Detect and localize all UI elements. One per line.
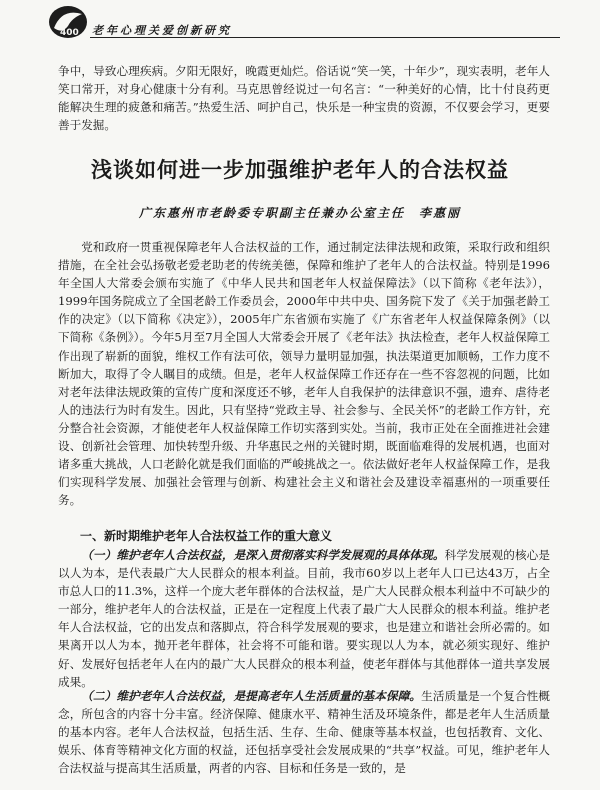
previous-article-tail: 争中，导致心理疾病。夕阳无限好，晚霞更灿烂。俗话说“笑一笑，十年少”，现实表明，老年人笑口常开，对身心健康十分有利。马克思曾经说过一句名言：“一种美好的心情，比十付良药更能解决生理的疲惫和痛苦。”热爱生活、呵护自己，快乐是一种宝贵的资源，不仅要会学习，更要善于发掘。 [58,64,550,133]
paragraph-1-body: 科学发展观的核心是以人为本，是代表最广大人民群众的根本利益。目前，我市60岁以上老年人口已达43万，占全市总人口的11.3%，这样一个庞大老年群体的合法权益，是广大人民群众根本利益中不可缺少的一部分，维护老年人的合法权益，正是在一定程度上代表了最广大人民群众的根本利益。维护老年人合法权益，它的出发点和落脚点，符合科学发展观的要求，也是建立和谐社会所必需的。如果离开以人为本，抛开老年群体，社会将不可能和谐。要实现以人为本，就必须实现好、维护好、发展好包括老年人在内的最广大人民群众的根本利益，使老年群体与其他群体一道共享发展成果。 [58,548,550,689]
section-paragraph-1 [58,546,550,691]
intro-paragraph: 党和政府一贯重视保障老年人合法权益的工作，通过制定法律法规和政策，采取行政和组织措施，在全社会弘扬敬老爱老助老的传统美德，保障和维护了老年人的合法权益。特别是1996年全国人大常委会颁布实施了《中华人民共和国老年人权益保障法》（以下简称《老年法》），1999年国务院成立了全国老龄工作委员会，2000年中共中央、国务院下发了《关于加强老龄工作的决定》（以下简称《决定》），2005年广东省颁布实施了《广东省老年人权益保障条例》（以下简称《条例》）。今年5月至7月全国人大常委会开展了《老年法》执法检查，老年人权益保障工作出现了崭新的面貌，维权工作有法可依，领导力量明显加强，执法渠道更加顺畅，工作力度不断加大，取得了令人瞩目的成绩。但是，老年人权益保障工作还存在一些不容忽视的问题，比如对老年法律法规政策的宣传广度和深度还不够，老年人自我保护的法律意识不强，遗弃、虐待老人的违法行为时有发生。因此，只有坚持“党政主导、社会参与、全民关怀”的老龄工作方针，充分整合社会资源，才能使老年人权益保障工作切实落到实处。当前，我市正处在全面推进社会建设、创新社会管理、加快转型升级、升华惠民之州的关键时期，既面临难得的发展机遇，也面对诸多重大挑战，人口老龄化就是我们面临的严峻挑战之一。依法做好老年人权益保障工作，是我们实现科学发展、加强社会管理与创新、构建社会主义和谐社会及建设幸福惠州的一项重要任务。 [58,240,550,508]
paragraph-2-lead: （二）维护老年人合法权益，是提高老年人生活质量的基本保障。 [81,689,422,703]
journal-name: 老年心理关爱创新研究 [92,24,232,37]
journal-logo-icon [48,4,88,40]
article-title: 浅谈如何进一步加强维护老年人的合法权益 [91,158,509,182]
section-heading: 一、新时期维护老年人合法权益工作的重大意义 [80,529,333,543]
page-header [0,0,600,44]
section-paragraph-2 [58,687,550,777]
header-rule [90,37,560,38]
paragraph-2-body: 生活质量是一个复合性概念，所包含的内容十分丰富。经济保障、健康水平、精神生活及环境条件，都是老年人生活质量的基本内容。老年人合法权益，包括生活、生存、生命、健康等基本权益，也包括教育、文化、娱乐、体育等精神文化方面的权益，还包括享受社会发展成果的“共享”权益。可见，维护老年人合法权益与提高其生活质量，两者的内容、目标和任务是一致的，是 [58,689,550,776]
svg-text:400: 400 [60,28,79,38]
article-byline: 广东惠州市老龄委专职副主任兼办公室主任 李惠丽 [138,206,461,220]
paragraph-1-lead: （一）维护老年人合法权益，是深入贯彻落实科学发展观的具体体现。 [81,548,445,562]
